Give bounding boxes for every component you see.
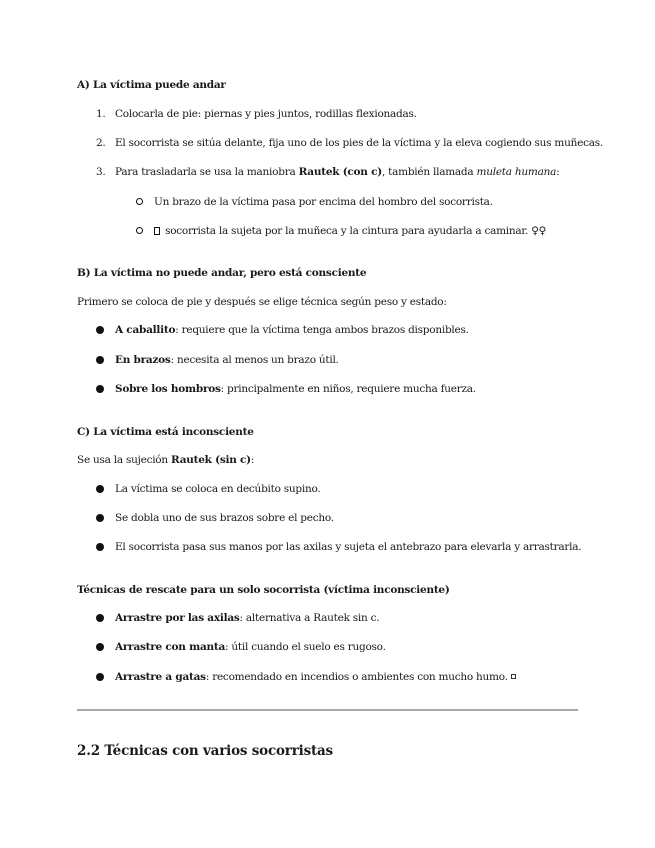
list-item-bold: Arrastre con manta — [115, 641, 226, 653]
section-b-intro: Primero se coloca de pie y después se elige técnica según peso y estado: — [77, 296, 447, 308]
section-c-intro — [77, 453, 254, 467]
step-1 — [96, 107, 417, 121]
list-item-bold: Arrastre por las axilas — [115, 612, 240, 624]
bullet-icon — [96, 326, 104, 334]
bullet-icon — [96, 543, 104, 551]
bullet-icon — [96, 614, 104, 622]
step-text — [115, 165, 559, 179]
list-item-bold: En brazos — [115, 354, 171, 366]
list-item-text: Se dobla uno de sus brazos sobre el pecho. — [115, 512, 334, 524]
list-item-rest: : requiere que la víctima tenga ambos brazos disponibles. — [175, 324, 469, 336]
step-text: El socorrista se sitúa delante, fija uno de los pies de la víctima y la eleva cogiendo sus muñecas. — [115, 137, 603, 149]
bullet-icon — [96, 356, 104, 364]
muleta-humana: muleta humana — [476, 166, 557, 178]
list-item-rest: : útil cuando el suelo es rugoso. — [225, 641, 386, 653]
step-2 — [96, 136, 603, 150]
step-text-middle: , también llamada — [381, 166, 477, 178]
list-item-rest: : principalmente en niños, requiere mucha fuerza. — [220, 383, 476, 395]
list-item-text: La víctima se coloca en decúbito supino. — [115, 483, 321, 495]
bullet-icon — [96, 643, 104, 651]
step-text: Colocarla de pie: piernas y pies juntos, rodillas flexionadas. — [115, 108, 417, 120]
list-item-text — [115, 611, 379, 625]
step-number: 3. — [96, 166, 106, 178]
list-item-rest: : alternativa a Rautek sin c. — [239, 612, 380, 624]
hollow-bullet-icon — [136, 227, 143, 234]
list-item-text — [115, 323, 469, 337]
section-d-heading: Técnicas de rescate para un solo socorrista (víctima inconsciente) — [77, 584, 450, 596]
intro-before: Se usa la sujeción — [77, 454, 171, 466]
step-3 — [96, 165, 560, 179]
missing-glyph-icon — [154, 227, 160, 235]
list-item-text — [115, 670, 516, 684]
bullet-icon — [96, 673, 104, 681]
section-a-heading: A) La víctima puede andar — [77, 79, 226, 91]
sub-item-text — [154, 224, 546, 238]
next-section-title: 2.2 Técnicas con varios socorristas — [77, 743, 333, 759]
horizontal-divider — [77, 709, 578, 711]
list-item-bold: Sobre los hombros — [115, 383, 221, 395]
rautek-con-c: Rautek (con c) — [298, 166, 382, 178]
section-c-heading: C) La víctima está inconsciente — [77, 426, 254, 438]
list-item-bold: Arrastre a gatas — [115, 671, 206, 683]
step-number: 2. — [96, 137, 106, 149]
sub-item-text-content: socorrista la sujeta por la muñeca y la cintura para ayudarla a caminar. ♀♀ — [162, 225, 547, 237]
step-text-before: Para trasladarla se usa la maniobra — [115, 166, 299, 178]
hollow-bullet-icon — [136, 198, 143, 205]
list-item-text — [115, 353, 339, 367]
list-item-text — [115, 382, 476, 396]
sub-item-text: Un brazo de la víctima pasa por encima del hombro del socorrista. — [154, 196, 493, 208]
bullet-icon — [96, 514, 104, 522]
bullet-icon — [96, 385, 104, 393]
step-number: 1. — [96, 108, 106, 120]
bullet-icon — [96, 485, 104, 493]
list-item-text: El socorrista pasa sus manos por las axilas y sujeta el antebrazo para elevarla y arrastrarla. — [115, 541, 582, 553]
list-item-bold: A caballito — [115, 324, 176, 336]
step-text-after: : — [556, 166, 560, 178]
list-item-rest: : recomendado en incendios o ambientes con mucho humo. — [205, 671, 508, 683]
list-item-text — [115, 640, 386, 654]
missing-glyph-icon — [511, 674, 516, 679]
list-item-rest: : necesita al menos un brazo útil. — [170, 354, 339, 366]
intro-after: : — [250, 454, 255, 466]
section-b-heading: B) La víctima no puede andar, pero está consciente — [77, 267, 367, 279]
rautek-sin-c: Rautek (sin c) — [170, 454, 251, 466]
